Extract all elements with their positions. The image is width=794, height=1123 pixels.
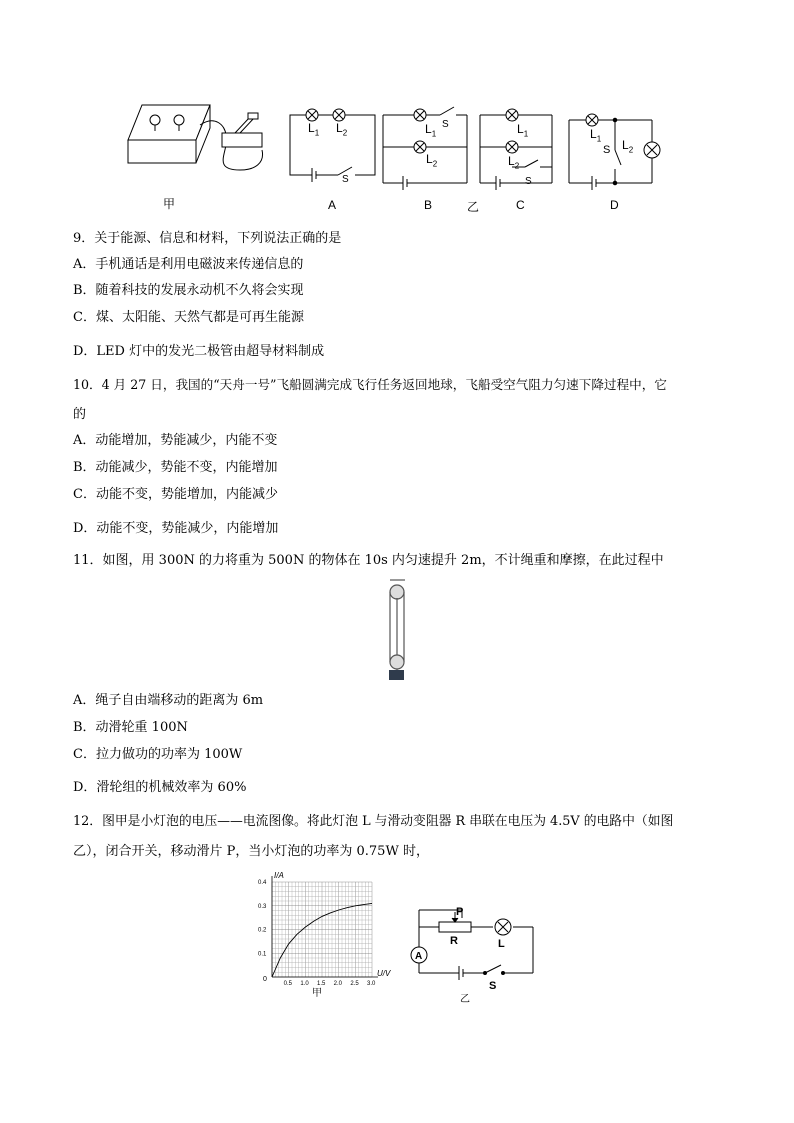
- y-tick-label: 0.1: [258, 951, 267, 958]
- label-s: S: [603, 144, 611, 156]
- q9-option-c: C．煤、太阳能、天然气都是可再生能源: [73, 310, 304, 325]
- q10-stem-cont: 的: [73, 407, 87, 422]
- q9-option-b: B．随着科技的发展永动机不久将会实现: [73, 283, 304, 298]
- circuit-c: [480, 109, 552, 190]
- q10-option-c: C．动能不变，势能增加，内能减少: [73, 487, 278, 502]
- y-tick-label: 0.4: [258, 880, 267, 886]
- circuit-d: [569, 114, 660, 190]
- label-sub: 1: [596, 134, 602, 144]
- q11-option-a: A．绳子自由端移动的距离为 6m: [73, 693, 264, 708]
- q9-stem: 9．关于能源、信息和材料，下列说法正确的是: [73, 231, 342, 246]
- label-s: S: [442, 119, 449, 130]
- graph-caption: 甲: [312, 988, 322, 998]
- q10-option-d: D．动能不变，势能减少，内能增加: [73, 521, 279, 536]
- x-tick-label: 2.0: [333, 981, 343, 987]
- graph-origin: 0: [263, 976, 267, 983]
- label-sub: 2: [342, 128, 348, 138]
- q11-option-d: D．滑轮组的机械效率为 60%: [73, 780, 247, 795]
- x-tick-label: 1.0: [300, 981, 309, 987]
- label-l2: L: [622, 138, 629, 152]
- label-l2: L: [426, 152, 433, 166]
- circuit-label-r: R: [450, 935, 458, 947]
- top-figures: [0, 95, 794, 220]
- caption-jia: 甲: [163, 197, 176, 211]
- q11-option-c: C．拉力做功的功率为 100W: [73, 747, 243, 762]
- label-sub: 2: [514, 161, 520, 171]
- q10-option-b: B．动能减少，势能不变，内能增加: [73, 460, 278, 475]
- y-tick-label: 0.2: [258, 927, 267, 934]
- label-l2: L: [336, 121, 343, 135]
- iu-graph: [255, 868, 405, 998]
- label-sub: 2: [432, 159, 438, 169]
- circuit-label-s: S: [489, 980, 497, 992]
- label-l2: L: [508, 154, 515, 168]
- circuit-label-a: A: [415, 951, 423, 962]
- label-s: S: [525, 176, 532, 187]
- q10-stem: 10．4 月 27 日，我国的“天舟一号”飞船圆满完成飞行任务返回地球，飞船受空气阻力匀速下降过程中，它: [73, 377, 667, 392]
- label-s: S: [342, 174, 349, 185]
- label-sub: 1: [431, 129, 437, 139]
- q9-option-d: D．LED 灯中的发光二极管由超导材料制成: [73, 344, 325, 359]
- caption-yi: 乙: [467, 200, 480, 214]
- circuit-b: [383, 107, 467, 190]
- caption-b: B: [424, 198, 433, 212]
- circuit-label-p: P: [456, 906, 464, 918]
- x-tick-label: 1.5: [317, 981, 326, 987]
- y-tick-label: 0.3: [258, 903, 267, 910]
- circuit-caption: 乙: [460, 994, 470, 1005]
- q11-option-b: B．动滑轮重 100N: [73, 720, 188, 735]
- graph-ylabel: I/A: [274, 871, 284, 880]
- q12-stem: 12．图甲是小灯泡的电压——电流图像。将此灯泡 L 与滑动变阻器 R 串联在电压为 4.5V 的电路中（如图: [73, 814, 674, 829]
- x-tick-label: 2.5: [350, 981, 359, 987]
- q9-option-a: A．手机通话是利用电磁波来传递信息的: [73, 257, 304, 272]
- caption-d: D: [610, 198, 619, 212]
- pulley-figure: [380, 578, 415, 683]
- figure-jia-apparatus: [128, 105, 263, 170]
- caption-c: C: [516, 198, 525, 212]
- circuit-a: [290, 107, 375, 182]
- circuit-label-l: L: [498, 938, 505, 950]
- label-l1: L: [590, 127, 597, 141]
- q11-stem: 11．如图，用 300N 的力将重为 500N 的物体在 10s 内匀速提升 2m，不计绳重和摩擦，在此过程中: [73, 553, 664, 568]
- label-sub: 2: [628, 145, 634, 155]
- label-l1: L: [517, 122, 524, 136]
- label-l1: L: [425, 122, 432, 136]
- circuit-yi: [405, 895, 545, 1005]
- x-tick-label: 0.5: [283, 981, 293, 987]
- label-sub: 1: [523, 129, 529, 139]
- q12-stem-cont: 乙），闭合开关，移动滑片 P，当小灯泡的功率为 0.75W 时，: [73, 844, 429, 859]
- caption-a: A: [328, 198, 337, 212]
- label-l1: L: [308, 121, 315, 135]
- label-sub: 1: [314, 128, 320, 138]
- graph-xlabel: U/V: [377, 969, 391, 978]
- q10-option-a: A．动能增加，势能减少，内能不变: [73, 433, 278, 448]
- x-tick-label: 3.0: [367, 981, 376, 987]
